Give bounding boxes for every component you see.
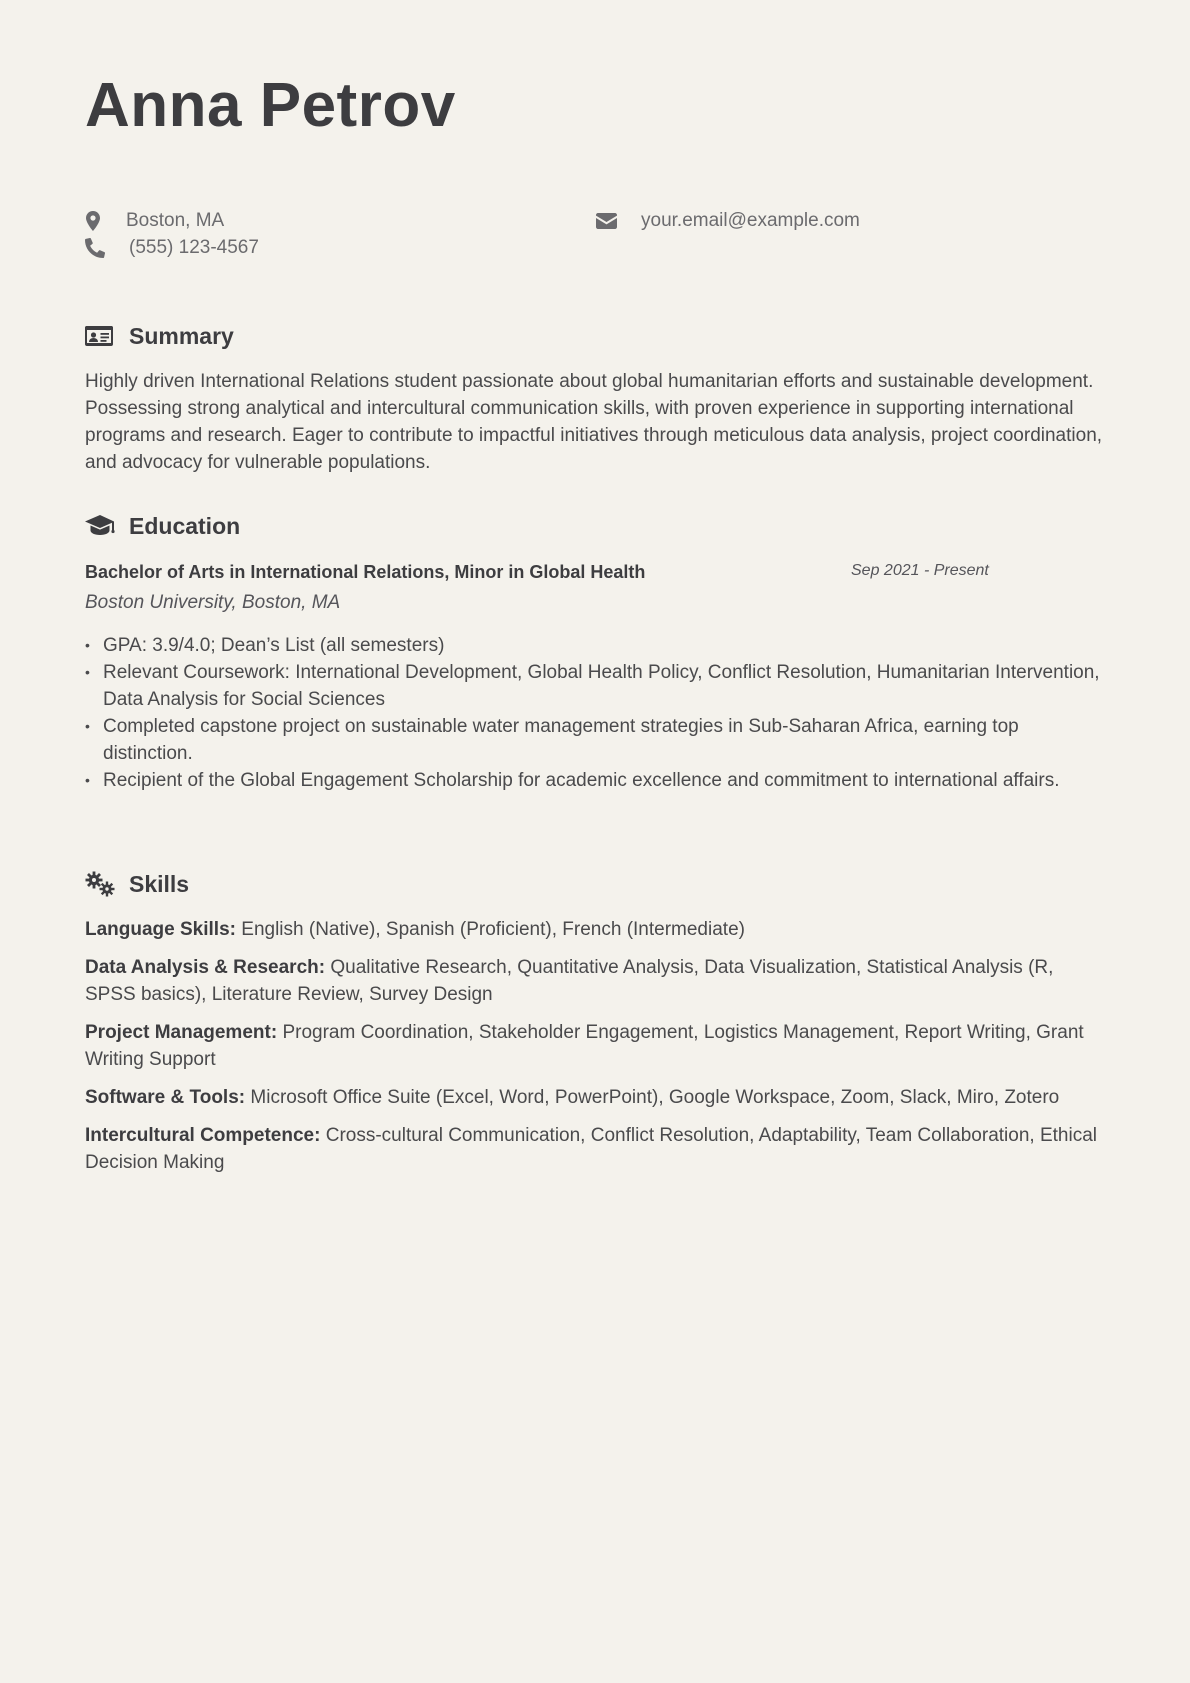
skill-value: Qualitative Research, Quantitative Analysis, Data Visualization, Statistical Analysis (R, SPSS basics), Literature Review, Survey Design	[85, 957, 1054, 1005]
map-marker-icon	[85, 211, 101, 231]
education-bullets	[85, 632, 1105, 794]
degree-row	[85, 558, 1105, 586]
skill-label: Project Management:	[85, 1022, 278, 1043]
school-name: Boston University, Boston, MA	[85, 592, 341, 613]
skills-list	[85, 916, 1105, 1176]
candidate-name: Anna Petrov	[85, 71, 456, 140]
education-dates: Sep 2021 - Present	[851, 562, 989, 579]
skill-label: Software & Tools:	[85, 1087, 246, 1108]
education-section	[85, 508, 1105, 794]
skills-title: Skills	[129, 870, 190, 897]
summary-section	[85, 318, 1105, 476]
contact-phone	[85, 237, 259, 259]
id-card-icon	[85, 326, 129, 346]
skill-label: Intercultural Competence:	[85, 1125, 321, 1146]
degree-title: Bachelor of Arts in International Relations, Minor in Global Health	[85, 562, 646, 582]
phone-text: (555) 123-4567	[129, 237, 259, 258]
list-item: • Completed capstone project on sustainable water management strategies in Sub-Saharan Africa, earning top distinction.	[103, 713, 1105, 767]
skill-item	[85, 916, 1105, 943]
skill-item	[85, 954, 1105, 1008]
skills-heading	[85, 866, 1105, 902]
skill-value: Program Coordination, Stakeholder Engagement, Logistics Management, Report Writing, Grant Writing Support	[85, 1022, 1084, 1070]
list-item: • Recipient of the Global Engagement Scholarship for academic excellence and commitment to international affairs.	[103, 767, 1105, 794]
contact-info	[85, 210, 1105, 270]
education-title: Education	[129, 512, 241, 539]
summary-heading	[85, 318, 1105, 354]
skills-section	[85, 866, 1105, 1187]
summary-text: Highly driven International Relations student passionate about global humanitarian efforts and sustainable development. Possessing strong analytical and intercultural communication skills, with proven experience in supporting international programs and research. Eager to contribute to impactful initiatives through meticulous data analysis, project coordination, and advocacy for vulnerable populations.	[85, 371, 1103, 473]
graduation-cap-icon	[85, 515, 129, 537]
list-item: • Relevant Coursework: International Development, Global Health Policy, Conflict Resolution, Humanitarian Intervention, Data Analysis for Social Sciences	[103, 659, 1105, 713]
skill-label: Language Skills:	[85, 919, 236, 940]
skill-item	[85, 1019, 1105, 1073]
contact-email[interactable]	[595, 210, 860, 232]
contact-location	[85, 210, 224, 232]
skill-item	[85, 1084, 1105, 1111]
cogs-icon	[85, 871, 129, 897]
email-text[interactable]: your.email@example.com	[641, 210, 860, 231]
education-heading	[85, 508, 1105, 544]
location-text: Boston, MA	[126, 210, 225, 231]
envelope-icon	[595, 213, 617, 229]
skill-value: Microsoft Office Suite (Excel, Word, PowerPoint), Google Workspace, Zoom, Slack, Miro, Zotero	[250, 1087, 1060, 1108]
list-item: • GPA: 3.9/4.0; Dean’s List (all semesters)	[103, 632, 1105, 659]
skill-item	[85, 1122, 1105, 1176]
skill-value: Cross-cultural Communication, Conflict Resolution, Adaptability, Team Collaboration, Ethical Decision Making	[85, 1125, 1097, 1173]
skill-label: Data Analysis & Research:	[85, 957, 326, 978]
skill-value: English (Native), Spanish (Proficient), French (Intermediate)	[241, 919, 745, 940]
phone-icon	[85, 238, 105, 258]
summary-title: Summary	[129, 322, 234, 349]
